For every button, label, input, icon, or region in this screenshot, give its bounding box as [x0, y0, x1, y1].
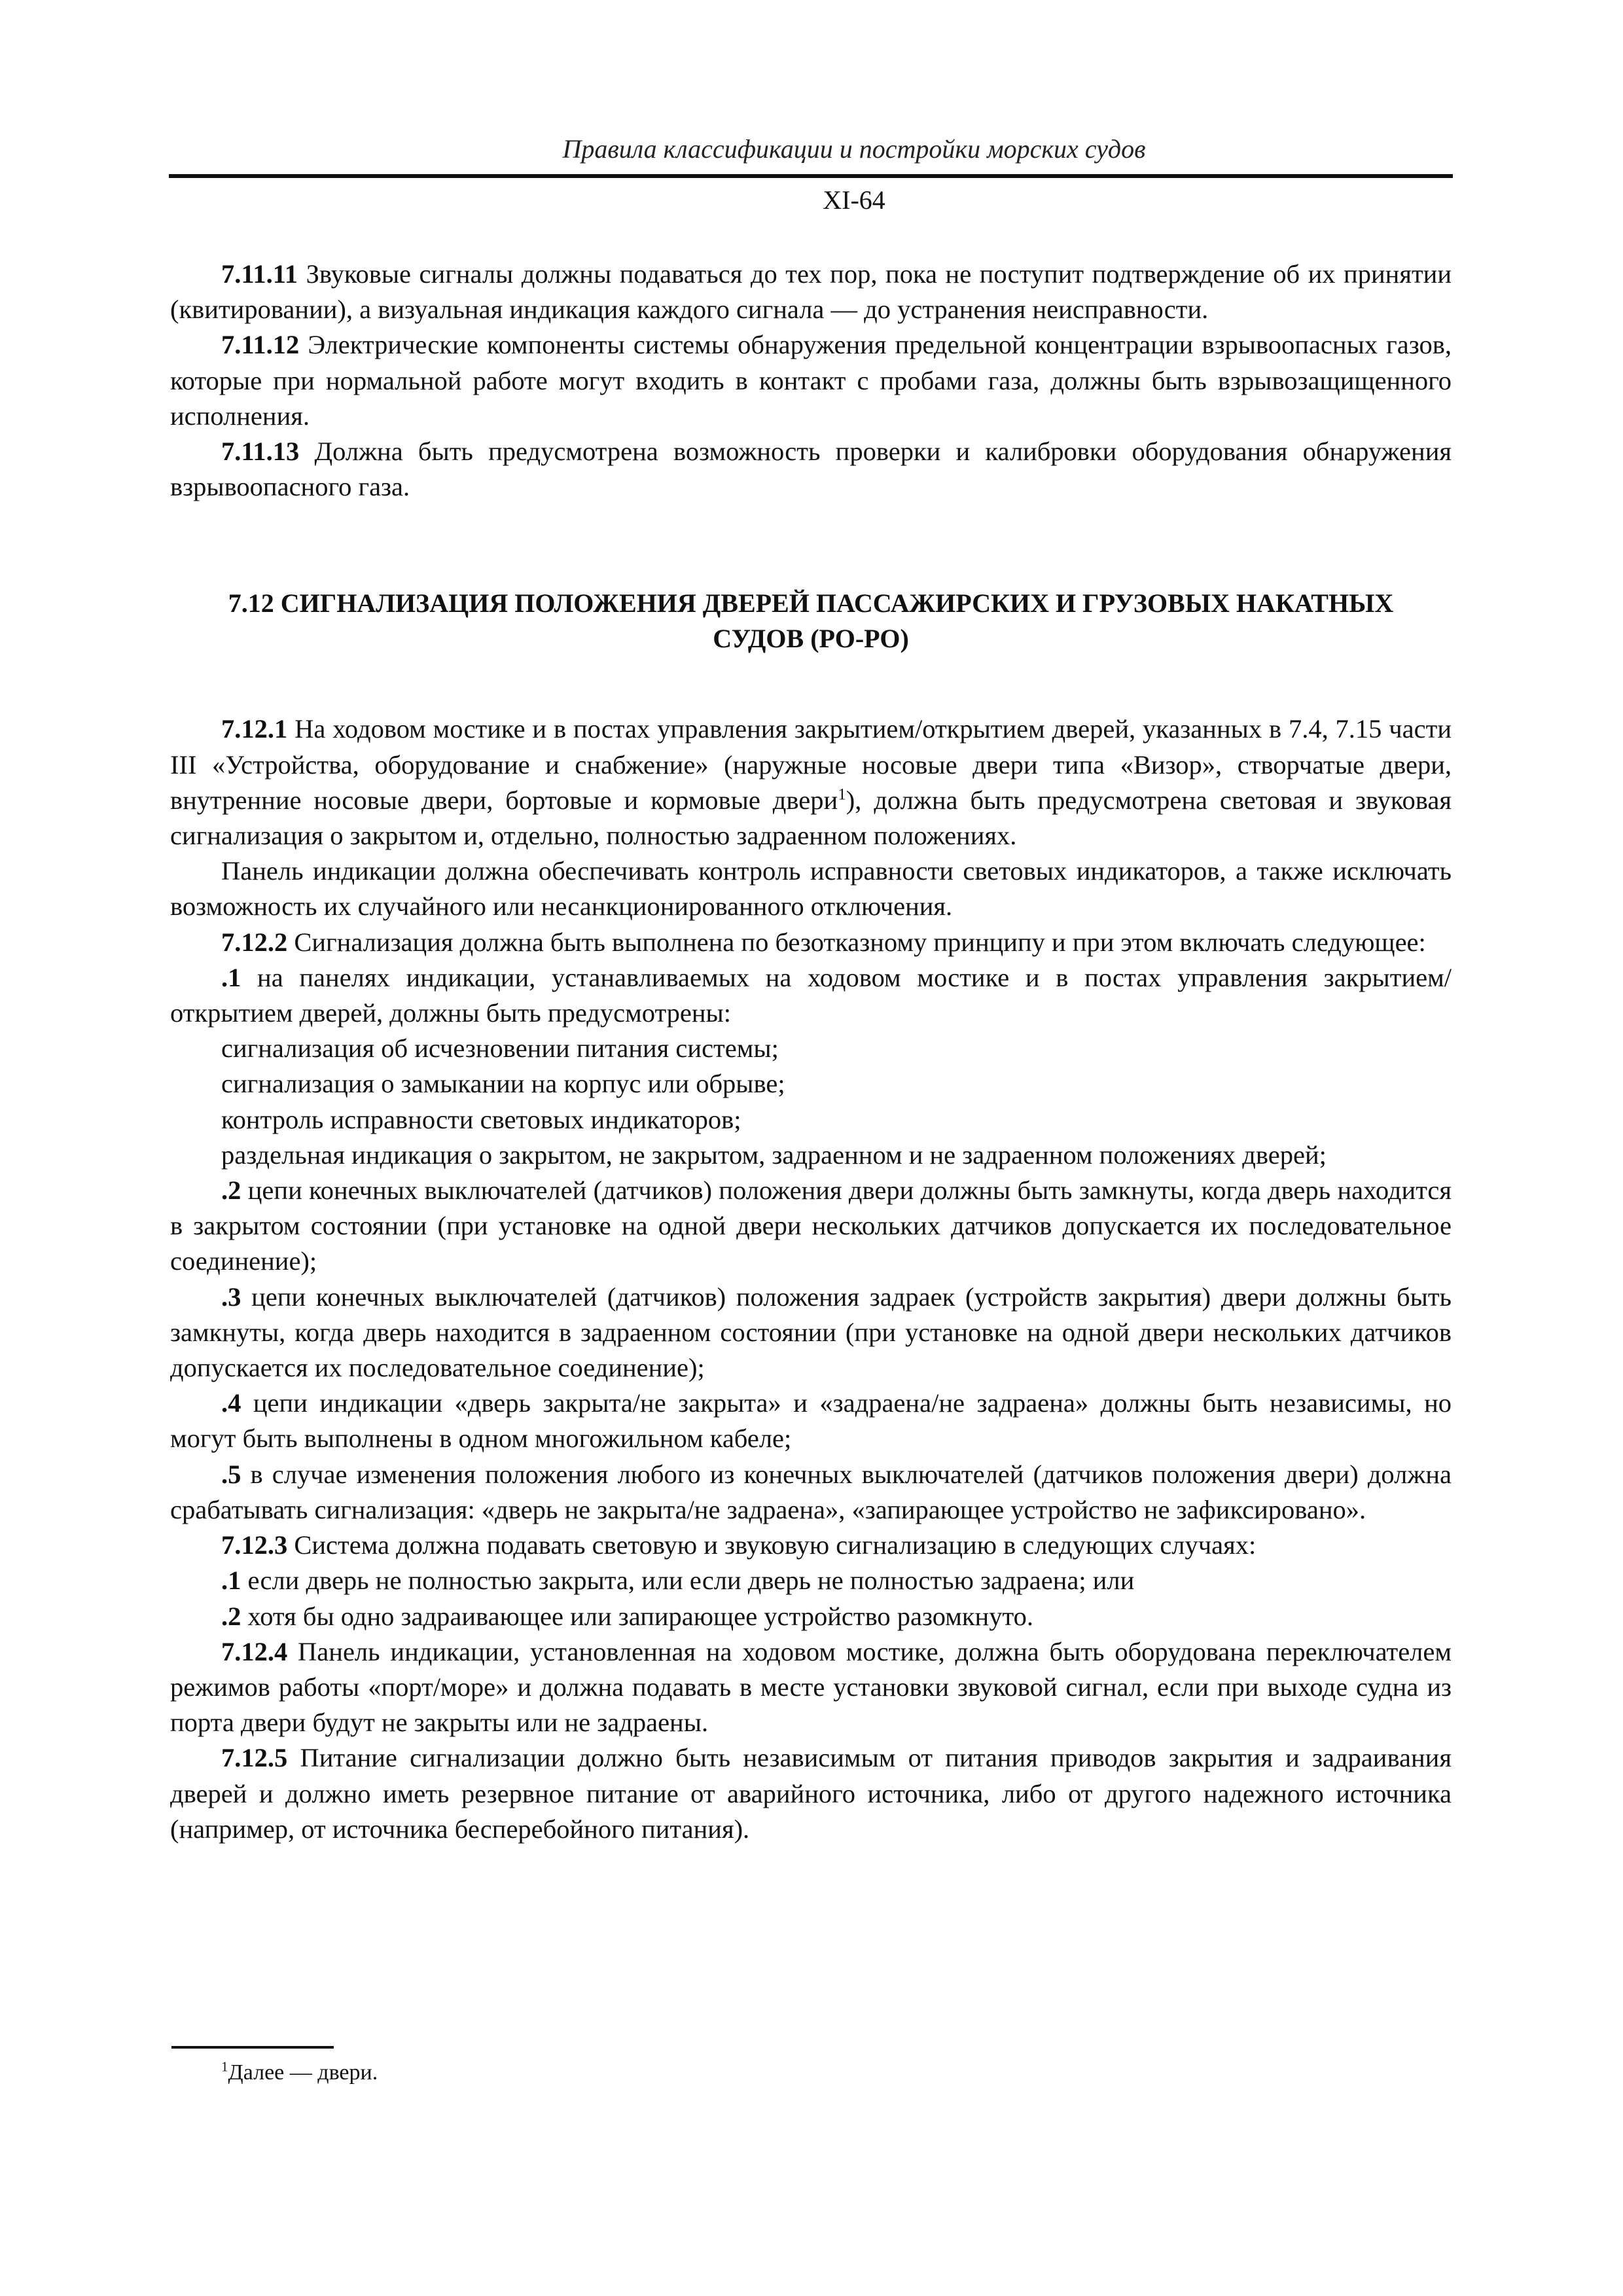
paragraph: [170, 1386, 1452, 1456]
paragraph-text: цепи конечных выключателей (датчиков) положения задраек (устройств закрытия) двери должны быть замкнуты, когда дверь находится в задраенном состоянии (при установке на одной двери нескольких датчиков допускается их последовательное соединение);: [170, 1282, 1452, 1383]
page-number: XI-64: [823, 185, 885, 215]
paragraph-number: 7.12.5: [221, 1743, 288, 1773]
paragraph-text: контроль исправности световых индикаторов;: [221, 1104, 741, 1134]
paragraph: [170, 1031, 1452, 1066]
paragraph-text: хотя бы одно задраивающее или запирающее устройство разомкнуто.: [241, 1601, 1034, 1631]
paragraph: [170, 1528, 1452, 1563]
paragraph: [170, 257, 1452, 327]
paragraph-number: 7.12.4: [221, 1636, 288, 1666]
paragraph-number: .2: [221, 1601, 241, 1631]
paragraph-number: 7.12.3: [221, 1530, 288, 1560]
footnote-text: Далее — двери.: [228, 2060, 378, 2085]
paragraph-number: .5: [221, 1459, 241, 1489]
paragraph-text: Панель индикации, установленная на ходовом мостике, должна быть оборудована переключателем режимов работы «порт/море» и должна подавать в месте установки звуковой сигнал, если при выходе судна из порта двери будут не закрыты или не задраены.: [170, 1636, 1452, 1738]
paragraph-text: на панелях индикации, устанавливаемых на ходовом мостике и в постах управления закрытием/открытием дверей, должны быть предусмотрены:: [170, 962, 1452, 1028]
section-heading-line-1: 7.12 СИГНАЛИЗАЦИЯ ПОЛОЖЕНИЯ ДВЕРЕЙ ПАССАЖИРСКИХ И ГРУЗОВЫХ НАКАТНЫХ: [228, 588, 1394, 619]
header-rule: [169, 174, 1453, 178]
paragraph: [170, 1599, 1452, 1634]
paragraph-text: в случае изменения положения любого из конечных выключателей (датчиков положения двери) должна срабатывать сигнализация: «дверь не закрыта/не задраена», «запирающее устройство не зафиксировано».: [170, 1459, 1452, 1524]
paragraph: [170, 1280, 1452, 1386]
footnote-reference: 1: [838, 785, 846, 804]
paragraph-number: 7.11.13: [221, 437, 300, 467]
paragraph: [170, 853, 1452, 924]
footnote-mark: 1: [221, 2058, 228, 2075]
paragraph-text: раздельная индикация о закрытом, не закрытом, задраенном и не задраенном положениях дверей;: [221, 1139, 1327, 1170]
paragraph: [170, 1102, 1452, 1138]
paragraph-number: .1: [221, 962, 241, 992]
running-title: Правила классификации и постройки морских судов: [562, 134, 1146, 164]
paragraph: [170, 327, 1452, 434]
top-paragraphs: [170, 257, 1452, 505]
paragraph: [170, 1563, 1452, 1598]
paragraph-number: .2: [221, 1175, 241, 1206]
paragraph-text: сигнализация о замыкании на корпус или обрыве;: [221, 1069, 785, 1099]
paragraph-number: 7.12.2: [221, 927, 288, 957]
main-paragraphs: [170, 853, 1452, 1847]
paragraph-text: сигнализация об исчезновении питания системы;: [221, 1033, 779, 1064]
paragraph: [170, 1740, 1452, 1847]
section-heading-line-2: СУДОВ (РО-РО): [713, 624, 909, 654]
paragraph-text: цепи конечных выключателей (датчиков) положения двери должны быть замкнуты, когда дверь находится в закрытом состоянии (при установке на одной двери нескольких датчиков допускается их последовательное соединение);: [170, 1175, 1452, 1276]
paragraph-text: Сигнализация должна быть выполнена по безотказному принципу и при этом включать следующее:: [287, 927, 1426, 957]
paragraph: [170, 434, 1452, 505]
paragraph-7-12-1: [170, 711, 1452, 853]
paragraph-text: Должна быть предусмотрена возможность проверки и калибровки оборудования обнаружения взрывоопасного газа.: [170, 437, 1452, 502]
paragraph: [170, 1138, 1452, 1173]
section-heading: [170, 586, 1452, 656]
paragraph-text: Панель индикации должна обеспечивать контроль исправности световых индикаторов, а также исключать возможность их случайного или несанкционированного отключения.: [170, 856, 1452, 922]
paragraph-number: 7.11.12: [221, 330, 300, 360]
body-text: [170, 257, 1452, 1847]
paragraph-number: 7.11.11: [221, 259, 298, 289]
paragraph-number: 7.12.1: [221, 714, 288, 744]
paragraph-number: .4: [221, 1388, 241, 1418]
paragraph-text: Электрические компоненты системы обнаружения предельной концентрации взрывоопасных газов, которые при нормальной работе могут входить в контакт с пробами газа, должны быть взрывозащищенного исполнения.: [170, 330, 1452, 431]
paragraph: [170, 1634, 1452, 1741]
paragraph-text: На ходовом мостике и в постах управления закрытием/открытием дверей, указанных в 7.4, 7.15 части III «Устройства, оборудование и снабжение» (наружные носовые двери типа «Визор», створчатые двери, внутренние носовые двери, бортовые и кормовые двери: [170, 714, 1452, 815]
paragraph-text: Система должна подавать световую и звуковую сигнализацию в следующих случаях:: [287, 1530, 1257, 1560]
paragraph: [170, 925, 1452, 960]
paragraph-number: .1: [221, 1566, 241, 1596]
paragraph: [170, 1173, 1452, 1280]
paragraph-number: .3: [221, 1282, 241, 1312]
paragraph: [170, 1457, 1452, 1528]
paragraph-text: цепи индикации «дверь закрыта/не закрыта» и «задраена/не задраена» должны быть независимы, но могут быть выполнены в одном многожильном кабеле;: [170, 1388, 1452, 1454]
paragraph-text: ), должна быть предусмотрена световая и звуковая сигнализация о закрытом и, отдельно, полностью задраенном положениях.: [170, 785, 1452, 851]
paragraph-text: Звуковые сигналы должны подаваться до тех пор, пока не поступит подтверждение об их принятии (квитировании), а визуальная индикация каждого сигнала — до устранения неисправности.: [170, 259, 1452, 325]
paragraph: [170, 960, 1452, 1031]
footnote: [221, 2059, 378, 2087]
paragraph-text: Питание сигнализации должно быть независимым от питания приводов закрытия и задраивания дверей и должно иметь резервное питание от аварийного источника, либо от другого надежного источника (например, от источника бесперебойного питания).: [170, 1743, 1452, 1844]
paragraph-text: если дверь не полностью закрыта, или если дверь не полностью задраена; или: [241, 1566, 1135, 1596]
paragraph: [170, 1066, 1452, 1102]
footnote-rule: [171, 2046, 334, 2049]
